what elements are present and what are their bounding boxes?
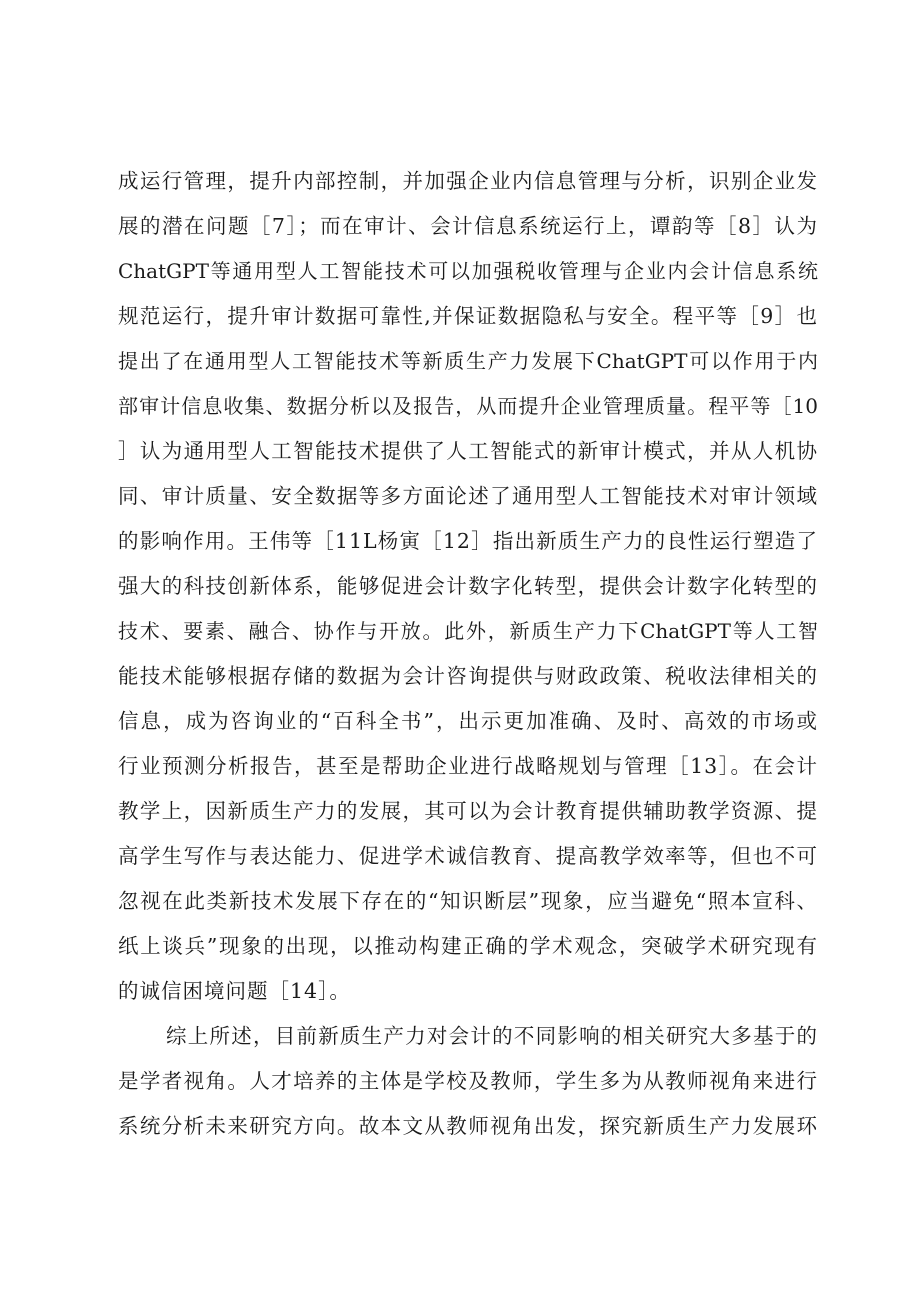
paragraph-2-line-3: 系统分析未来研究方向。故本文从教师视角出发，探究新质生产力发展环 — [118, 1114, 818, 1138]
paragraph-1-line-14: 行业预测分析报告，甚至是帮助企业进行战略规划与管理［13］。在会计 — [118, 754, 818, 778]
paragraph-1-line-18: 纸上谈兵”现象的出现，以推动构建正确的学术观念，突破学术研究现有 — [118, 934, 818, 958]
paragraph-1-line-3: ChatGPT等通用型人工智能技术可以加强税收管理与企业内会计信息系统 — [118, 259, 818, 283]
paragraph-1-line-15: 教学上，因新质生产力的发展，其可以为会计教育提供辅助教学资源、提 — [118, 799, 818, 823]
paragraph-1-line-7: ］认为通用型人工智能技术提供了人工智能式的新审计模式，并从人机协 — [118, 439, 818, 463]
paragraph-1-line-13: 信息，成为咨询业的“百科全书”，出示更加准确、及时、高效的市场或 — [118, 709, 818, 733]
paragraph-1-line-19: 的诚信困境问题［14］。 — [118, 979, 351, 1003]
paragraph-1-line-2: 展的潜在问题［7］；而在审计、会计信息系统运行上，谭韵等［8］认为 — [118, 214, 818, 238]
paragraph-1-line-1: 成运行管理，提升内部控制，并加强企业内信息管理与分析，识别企业发 — [118, 169, 818, 193]
paragraph-1-line-8: 同、审计质量、安全数据等多方面论述了通用型人工智能技术对审计领域 — [118, 484, 818, 508]
paragraph-1-line-11: 技术、要素、融合、协作与开放。此外，新质生产力下ChatGPT等人工智 — [118, 619, 818, 643]
paragraph-2-line-1: 综上所述，目前新质生产力对会计的不同影响的相关研究大多基于的 — [166, 1024, 818, 1048]
paragraph-1-line-16: 高学生写作与表达能力、促进学术诚信教育、提高教学效率等，但也不可 — [118, 844, 818, 868]
paragraph-1-line-10: 强大的科技创新体系，能够促进会计数字化转型，提供会计数字化转型的 — [118, 574, 818, 598]
paragraph-2-line-2: 是学者视角。人才培养的主体是学校及教师，学生多为从教师视角来进行 — [118, 1069, 818, 1093]
paragraph-1-line-9: 的影响作用。王伟等［11L杨寅［12］指出新质生产力的良性运行塑造了 — [118, 529, 818, 553]
paragraph-1-line-6: 部审计信息收集、数据分析以及报告，从而提升企业管理质量。程平等［10 — [118, 394, 818, 418]
paragraph-1-line-17: 忽视在此类新技术发展下存在的“知识断层”现象，应当避免“照本宣科、 — [118, 889, 818, 913]
paragraph-1-line-4: 规范运行，提升审计数据可靠性,并保证数据隐私与安全。程平等［9］也 — [118, 304, 818, 328]
paragraph-1-line-5: 提出了在通用型人工智能技术等新质生产力发展下ChatGPT可以作用于内 — [118, 349, 818, 373]
paragraph-1-line-12: 能技术能够根据存储的数据为会计咨询提供与财政政策、税收法律相关的 — [118, 664, 818, 688]
